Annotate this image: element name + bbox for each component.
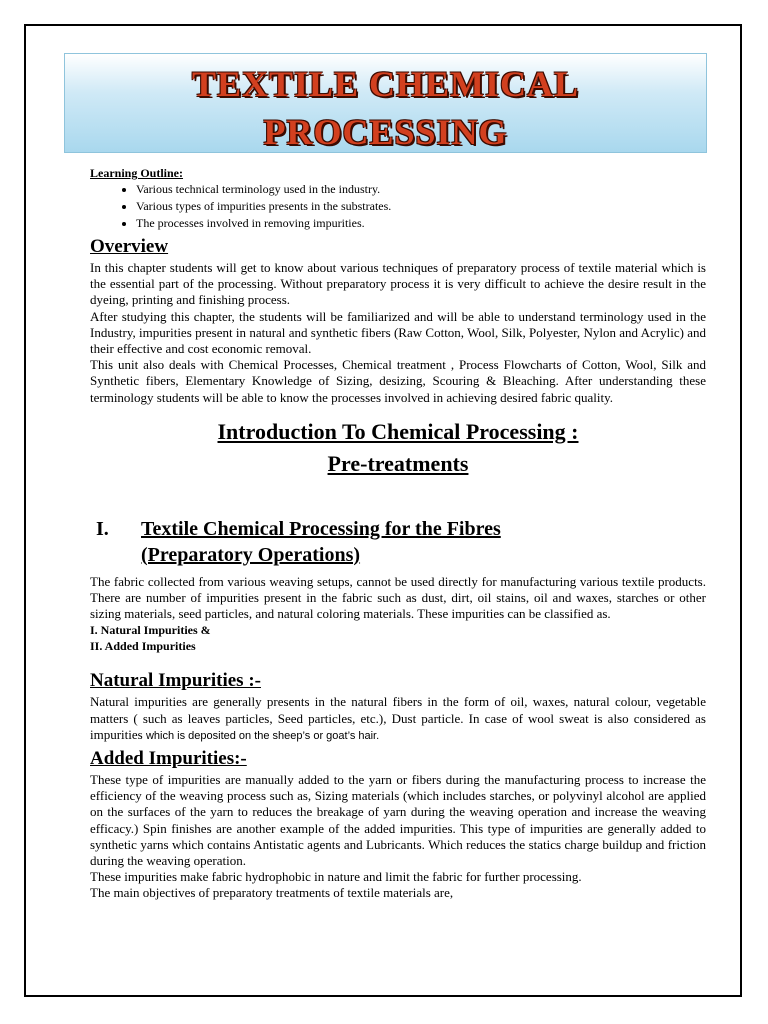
added-impurities-paragraph-1: These type of impurities are manually added to the yarn or fibers during the manufacturing process to increase the efficiency of the weaving process such as, Sizing materials (which includes starches, or polyvinyl alcohol are applied on the surfaces of the yarn to reduces the breakage of yarn during the weaving operation and increase the weaving efficacy.) Spin finishes are another example of the added impurities. This type of impurities are generally added to synthetic yarns which contains Antistatic agents and Lubricants. Which reduces the statics charge buildup and friction during the weaving operation. xyxy=(90,772,706,869)
banner-title-line-1: TEXTILE CHEMICAL xyxy=(191,64,580,104)
section-1-number: I. xyxy=(96,517,109,540)
section-1-title-line-1: Textile Chemical Processing for the Fibres xyxy=(141,517,501,540)
list-item: • Various types of impurities presents in the substrates. xyxy=(136,198,706,215)
overview-paragraph-3: This unit also deals with Chemical Processes, Chemical treatment , Process Flowcharts of Cotton, Wool, Silk and Synthetic fibers, Elementary Knowledge of Sizing, desizing, Scouring & Bleaching. After understanding these terminology students will be able to know the processes involved in achieving desired fabric quality. xyxy=(90,357,706,405)
section-1-paragraph: The fabric collected from various weaving setups, cannot be used directly for manufacturing various textile products. There are number of impurities present in the fabric such as dust, dirt, oil stains, oil and waxes, starches or other sizing materials, seed particles, and natural coloring materials. These impurities can be classified as. xyxy=(90,573,706,622)
intro-title-line-2: Pre-treatments xyxy=(327,450,469,476)
section-1-heading xyxy=(90,516,706,568)
intro-title xyxy=(90,416,706,480)
added-impurities-heading: Added Impurities:- xyxy=(90,748,247,770)
overview-heading: Overview xyxy=(90,236,169,257)
natural-impurities-heading: Natural Impurities :- xyxy=(90,670,261,692)
learning-outline-list xyxy=(90,181,706,232)
banner-title-line-2: PROCESSING xyxy=(263,112,508,152)
classification-added: II. Added Impurities xyxy=(90,639,196,654)
list-item: • The processes involved in removing impurities. xyxy=(136,215,706,232)
title-banner xyxy=(64,53,707,153)
added-impurities-paragraph-2: These impurities make fabric hydrophobic in nature and limit the fabric for further processing. xyxy=(90,869,582,885)
classification-natural: I. Natural Impurities & xyxy=(90,623,211,638)
natural-impurities-text: Natural impurities are generally presents in the natural fibers in the form of oil, waxes, natural colour, vegetable matters ( such as leaves particles, Seed particles, etc.), Dust particle. In case of wool sweat is also considered as impurities xyxy=(90,694,706,742)
list-item: • Various technical terminology used in the industry. xyxy=(136,181,706,198)
document-body xyxy=(90,165,706,902)
learning-outline-title: Learning Outline: xyxy=(90,166,184,180)
overview-paragraph-1: In this chapter students will get to know about various techniques of preparatory process of textile material which is the essential part of the processing. Without preparatory process it is very difficult to achieve the desire result in the dyeing, printing and finishing process. xyxy=(90,260,706,308)
overview-paragraph-2: After studying this chapter, the students will be familiarized and will be able to understand terminology used in the Industry, impurities present in natural and synthetic fibers (Raw Cotton, Wool, Silk, Polyester, Nylon and Acrylic) and their effective and cost economic removal. xyxy=(90,308,706,357)
section-1-title-line-2: (Preparatory Operations) xyxy=(141,543,361,566)
natural-impurities-text-tail: which is deposited on the sheep’s or goat’s hair. xyxy=(145,729,380,742)
natural-impurities-paragraph xyxy=(90,694,706,744)
added-impurities-paragraph-3: The main objectives of preparatory treatments of textile materials are, xyxy=(90,885,454,901)
intro-title-line-1: Introduction To Chemical Processing : xyxy=(217,418,579,444)
